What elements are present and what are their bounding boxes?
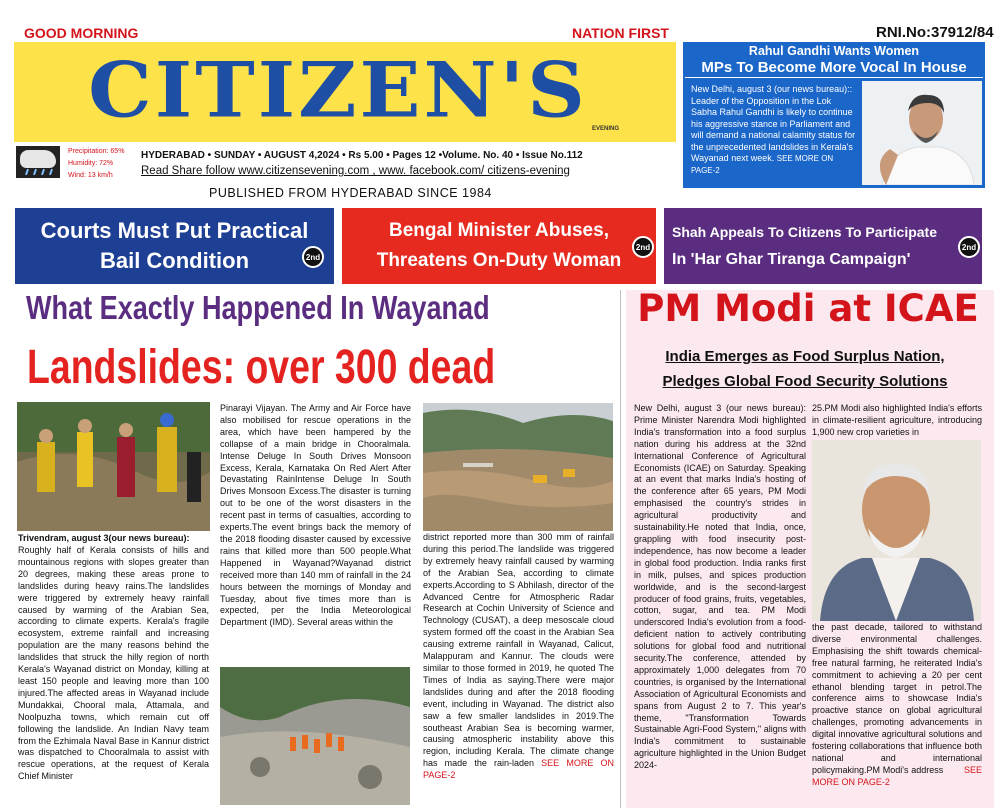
page-2-badge[interactable]: 2nd [958,236,980,258]
rescue-team-debris-photo [220,667,410,805]
banner-bengal-line1: Bengal Minister Abuses, [389,220,609,241]
rni-number: RNI.No:37912/84 [876,24,994,41]
banner-bail-line2: Bail Condition [99,248,250,273]
issue-dateline: HYDERABAD • SUNDAY • AUGUST 4,2024 • Rs 5.00 • Pages 12 •Volume. No. 40 • Issue No.112 [141,150,583,161]
page-2-badge[interactable]: 2nd [302,246,324,268]
banner-shah-line2: In 'Har Ghar Tiranga Campaign' [672,251,911,268]
published-since: PUBLISHED FROM HYDERABAD SINCE 1984 [209,186,492,200]
pm-column-2b: the past decade, tailored to withstand diverse environmental challenges. Emphasising the shift towards chemical-free natural farming, he reiterated India's commitment to achieving a 20 per cent ethanol blending target in petrol.The conference aims to showcase India's proactive stance on global agricultural challenges, promoting advancements in digital innovative agricultural solutions and fostering collaborations that influence both national and international policymaking.PM Modi's address SEE MORE ON PAGE-2 [812,622,982,787]
rahul-gandhi-photo [862,81,982,185]
pm-subheadline-2: Pledges Global Food Security Solutions [662,373,948,390]
column-divider [620,290,621,808]
pm-column-2a: 25.PM Modi also highlighted India's efforts in climate-resilient agriculture, introducing 1,900 new crop varieties in [812,403,982,437]
wayanad-headline-1: What Exactly Happened In Wayanad [26,289,490,326]
rain-cloud-icon [16,146,60,178]
weather-humidity: Humidity: 72% [68,160,114,167]
rahul-see-more[interactable]: SEE MORE ON PAGE-2 [691,154,834,175]
rahul-divider [685,77,983,78]
wayanad-column-3: district reported more than 300 mm of rainfall during this period.The landslide was triggered by extremely heavy rainfall caused by warming of the Arabian Sea, according to climate experts.According to S Abhilash, director of the Advanced Centre for Atmospheric Radar Research at Cochin University of Science and Technology (CUSAT), a deep mesoscale cloud system formed off the coast in the Arabian Sea causing extreme rainfall in Wayanad, Calicut, Malappuram and Kannur. The clouds were similar to those formed in 2019, he quoted The Times of India as saying.There were major landslides during and after the 2018 flooding event, including in Wayanad. The district also saw a few smaller landslides in 2019.The southeast Arabian Sea is becoming warmer, causing atmospheric instability above this region, including Kerala. The climate change has made the rain-laden SEE MORE ON PAGE-2 [423,532,614,781]
logo-evening: EVENING [592,126,620,132]
pm-subheadline-1: India Emerges as Food Surplus Nation, [665,348,945,365]
pm-see-more[interactable]: SEE MORE ON PAGE-2 [812,764,982,787]
rahul-headline-1: Rahul Gandhi Wants Women [748,44,920,58]
weather-wind: Wind: 13 km/h [68,172,113,179]
wayanad-dateline: Trivendram, august 3(our news bureau): [18,533,190,543]
greeting: GOOD MORNING [24,25,139,41]
slogan: NATION FIRST [572,25,669,41]
wayanad-column-2: Pinarayi Vijayan. The Army and Air Force have also mobilised for rescue operations in the area, which have been hampered by the collapse of a main bridge in Chooralmala. Intense Deluge In South Drives Monsoon Excess, Kerala, Karnataka On Red Alert After Devastating RainIntense Deluge In South Drives Monsoon Excess.The disaster is turning out to be one of the worst disasters in the recent past in terms of casualties, according to experts.The event brings back the memory of the 2018 flooding disaster caused by excessive rains that killed more than 500 people.What Happened in Wayanad?Wayanad district received more than 140 mm of rainfall in the 24 hours between the mornings of Monday and Tuesday, about five times more than is expected, per the India Meteorological Department (IMD). Several areas within the [220,403,411,628]
pm-headline: PM Modi at ICAE [637,287,979,330]
banner-shah-line1: Shah Appeals To Citizens To Participate [672,224,938,240]
banner-bail[interactable] [15,208,334,284]
rescue-workers-photo [17,402,210,531]
banner-shah[interactable] [664,208,982,284]
newspaper-logo[interactable]: CITIZEN'S [88,45,588,135]
pm-column-1: New Delhi, august 3 (our news bureau): Prime Minister Narendra Modi highlighted India's transformation into a food surplus nation during his address at the 32nd International Conference of Agricultural Economists (ICAE) on Saturday. Speaking at an event that marks India's hosting of the conference after 65 years, PM Modi emphasised the country's strides in agricultural productivity and sustainability.He noted that India, once, grappling with food insecurity post-independence, has now become a leader in global food production. India ranks first in milk, pulses, and spices production worldwide, and is the second-largest producer of food grains, fruits, vegetables, cotton, sugar, and tea. PM Modi underscored India's evolution from a food-deficient nation to actively contributing solutions for global food and nutritional security.The conference, attended by approximately 1,000 delegates from 70 countries, is organised by the International Association of Agricultural Economists and spans from August 2 to 7. This year's theme, "Transformation Towards Sustainable Agri-Food System," aligns with India's commitment to sustainable agriculture highlighted in the Union Budget 2024- [634,403,806,771]
banner-bengal-line2: Threatens On-Duty Woman [376,250,622,271]
flooded-valley-photo [423,403,613,531]
banner-bengal[interactable] [342,208,656,284]
weather-precipitation: Precipitation: 65% [68,148,125,155]
wayanad-see-more[interactable]: SEE MORE ON PAGE-2 [423,758,614,781]
pm-modi-photo [812,440,981,621]
banner-bail-line1: Courts Must Put Practical [40,218,309,243]
rahul-story-text: New Delhi, august 3 (our news bureau):: Leader of the Opposition in the Lok Sabha Rahul Gandhi is likely to continue his aggressive stance in Parliament and will demand a national calamity status for the unprecedented landslides in Kerala's Wayanad next week. SEE MORE ON PAGE-2 [691,84,856,175]
website-links[interactable]: Read Share follow www.citizensevening.com , www. facebook.com/ citizens-evening [141,165,570,177]
rahul-headline-2: MPs To Become More Vocal In House [701,59,967,76]
page-2-badge[interactable]: 2nd [632,236,654,258]
wayanad-column-1: Roughly half of Kerala consists of hills and mountainous regions with slopes greater than 20 degrees, making these areas prone to landslides during heavy rains.The landslides were triggered by extremely heavy rainfall caused by warming of the Arabian Sea, according to climate experts. Kerala's fragile ecosystem, extreme rainfall and increasing population are the many reasons behind the landslides that struck the hilly region of north Kerala's Wayanad district on Monday, killing at least 150 people and leaving more than 100 injured.The affected areas in Wayanad include Mundakkai, Chooral mala, Attamala, and Noolpuzha towns, which remain cut off following the landslide. An Indian Navy team from the Ezhimala Naval Base in Kannur district was dispatched to Chooralmala to assist with rescue operations, at the request of Kerala Chief Minister [18,545,209,782]
wayanad-headline-2: Landslides: over 300 dead [27,341,496,394]
